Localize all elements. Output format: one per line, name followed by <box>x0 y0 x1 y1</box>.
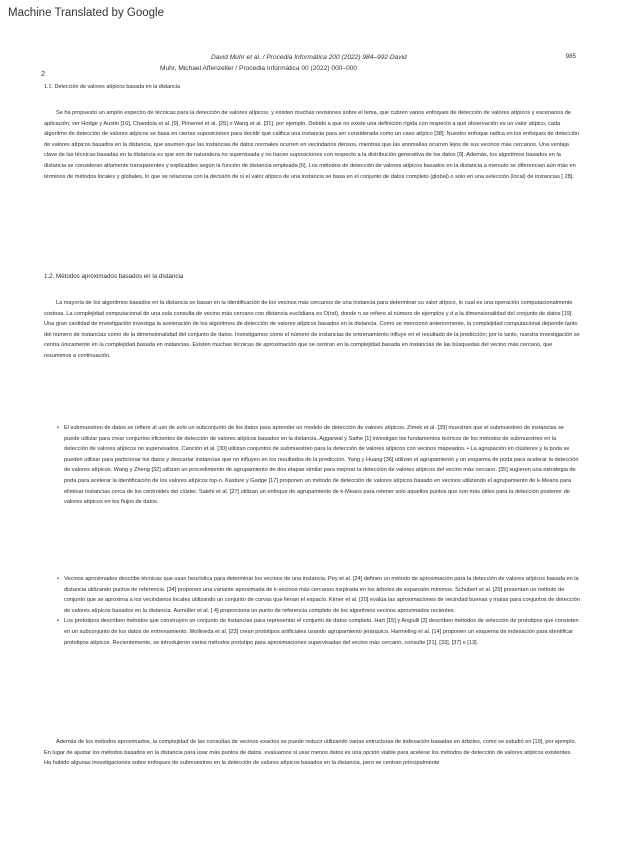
section-1-1-body <box>44 108 580 182</box>
bullet-list-a <box>44 423 580 508</box>
machine-translation-banner: Machine Translated by Google <box>8 7 164 19</box>
list-item: • El submuestreo de datos se refiere al uso de solo un subconjunto de los datos para aprender un modelo de detección de valores atípicos. Zimek et al. [39] muestran que el submuestreo de instancias se puede utilizar para crear conjuntos eficientes de detección de valores atípicos basados en la distancia. Aggarwal y Sathe [1] investigan los fundamentos teóricos de los métodos de submuestreo en la detección de valores atípicos no supervisados. Canción et al. [30] utilizan conjuntos de submuestreo para la detección de valores atípicos con vecinos mapeados. • La agrupación en clústeres y la poda se pueden utilizar para particionar los datos y descartar instancias que no influyen en los resultados de la predicción. Yang y Huang [36] utilizan el agrupamiento y un esquema de poda para acelerar la detección de valores atípicos. Wang y Zheng [32] utilizan un procedimiento de agrupamiento de dos etapas similar para mejorar la detección de valores atípicos del vecino más cercano. [35] sugieren una estrategia de poda para acelerar la identificación de los valores atípicos top-n. Kasture y Gadge [17] proponen un método de detección de valores atípicos basado en vecinos utilizando el agrupamiento de k-Means para eliminar instancias cerca de los centroides del clúster. Salehi et al. [27] utilizan un enfoque de agrupamiento de k-Means para retener solo aquellos puntos que son más útiles para la detección posterior de valores atípicos en los flujos de datos. <box>64 423 580 508</box>
page-number-secondary: 2 <box>41 69 46 78</box>
bullet-list-b <box>44 574 580 648</box>
section-1-1 <box>44 82 580 93</box>
closing-paragraph <box>44 737 580 769</box>
page-number: 985 <box>565 53 576 60</box>
section-heading: 1.1. Detección de valores atípicos basada en la distancia <box>44 84 181 90</box>
paragraph: Además de los métodos aproximados, la complejidad de las consultas de vecinos exactos se puede reducir utilizando varias estructuras de indexación basadas en árboles, como se estudió en [19], por ejemplo. En lugar de ajustar los métodos basados en la distancia para usar más puntos de datos, evaluamos si usar menos datos es una opción viable para acelerar los métodos de detección de valores atípicos existentes. Ha habido algunas investigaciones sobre enfoques de submuestreo en la detección de valores atípicos basados en la distancia, pero se centran principalmente <box>44 739 577 767</box>
paragraph: La mayoría de los algoritmos basados en la distancia se basan en la identificación de los vecinos más cercanos de una instancia para determinar su valor atípico, lo cual es una operación computacionalmente costosa. La complejidad computacional de una sola consulta de vecino más cercano con distancia euclidiana es O(nd), donde n se refiere al número de ejemplos y d a la dimensionalidad del conjunto de datos [19]. Una gran cantidad de investigación investiga la aceleración de los algoritmos de detección de valores atípicos basados en la distancia. Como se mencionó anteriormente, la complejidad computacional depende tanto del número de instancias como de la dimensionalidad del conjunto de datos. Investigamos cómo el número de instancias de entrenamiento influye en el resultado de la predicción; por lo tanto, nuestra investigación se centra únicamente en la complejidad basada en instancias. Existen muchas técnicas de aproximación que se centran en la complejidad basada en instancias de las búsquedas del vecino más cercano, que resumimos a continuación. <box>44 300 580 359</box>
paragraph: Se ha propuesto un amplio espectro de técnicas para la detección de valores atípicos, y existen muchas revisiones sobre el tema, que cubren varios enfoques de detección de valores atípicos y escenarios de aplicación; ver Hodge y Austin [16], Chandola et al. [9], Pimentel et al. [25] o Wang et al. [31], por ejemplo. Debido a que no existe una definición rígida con respecto a qué observación es un valor atípico, cada algoritmo de detección de valores atípicos se basa en ciertas suposiciones para decidir qué califica una instancia para ser considerada como un caso atípico [38]. Nuestro enfoque radica en los enfoques de detección de valores atípicos basados en la distancia, que asumen que las instancias de datos normales ocurren en vecindarios densos, mientras que las anomalías ocurren lejos de sus vecinos más cercanos. Una ventaja clave de las técnicas basadas en la distancia es que son de naturaleza no supervisada y no hacen suposiciones con respecto a la distribución generativa de los datos [9]. Además, los algoritmos basados en la distancia se consideran altamente transparentes y explicables según la función de distancia empleada [6]. Los métodos de detección de valores atípicos basados en la distancia a menudo se diferencian aún más en términos de métodos locales y globales, lo que se relaciona con la decisión de si el valor atípico de una instancia se basa en el conjunto de datos completo (global) o solo en una selección (local) de instancias [ 28]. <box>44 110 580 180</box>
section-1-2-body <box>44 298 580 362</box>
section-heading: 1.2. Métodos aproximados basados en la distancia <box>44 273 184 280</box>
running-header-line-1: David Muhr et al. / Procedia Informática 200 (2022) 984–992 David <box>211 54 407 61</box>
list-item: • Vecinos aproximados describe técnicas que usan heurística para determinar los vecinos de una instancia. Pey et al. [24] definen un método de aproximación para la detección de valores atípicos basada en la distancia utilizando puntos de referencia. [34] proponen una variante aproximada de k-vecinos más cercanos inspirada en los árboles de expansión mínimos. Schubert et al. [29] presentan un método de conjunto que se aproxima a los vecindarios locales utilizando un conjunto de curvas que llenan el espacio. Kirner et al. [20] evalúa las aproximaciones de vecindad buenas y malas para conjuntos de detección de valores atípicos basados en la distancia. Aumüller et al. [ 4] proporciona un punto de referencia completo de los algoritmos vecinos aproximados recientes. <box>64 574 580 616</box>
running-header-line-2: Muhr, Michael Affenzeller / Procedia Informática 00 (2022) 000–000 <box>160 65 358 72</box>
list-item: • Los prototipos describen métodos que construyen un conjunto de instancias para representar el conjunto de datos completo. Hart [15] y Angiulli [3] describen métodos de selección de prototipos que consisten en un subconjunto de los datos de entrenamiento. Mollineda et al. [23] crean prototipos artificiales usando agrupamiento jerárquico. Harmeling et al. [14] proponen un esquema de indexación para identificar prototipos atípicos. Recientemente, se introdujeron varios métodos prototipo para aproximaciones supervisadas del vecino más cercano, consulte [21], [33], [37] o [13]. <box>64 616 580 648</box>
section-1-2 <box>44 272 580 283</box>
